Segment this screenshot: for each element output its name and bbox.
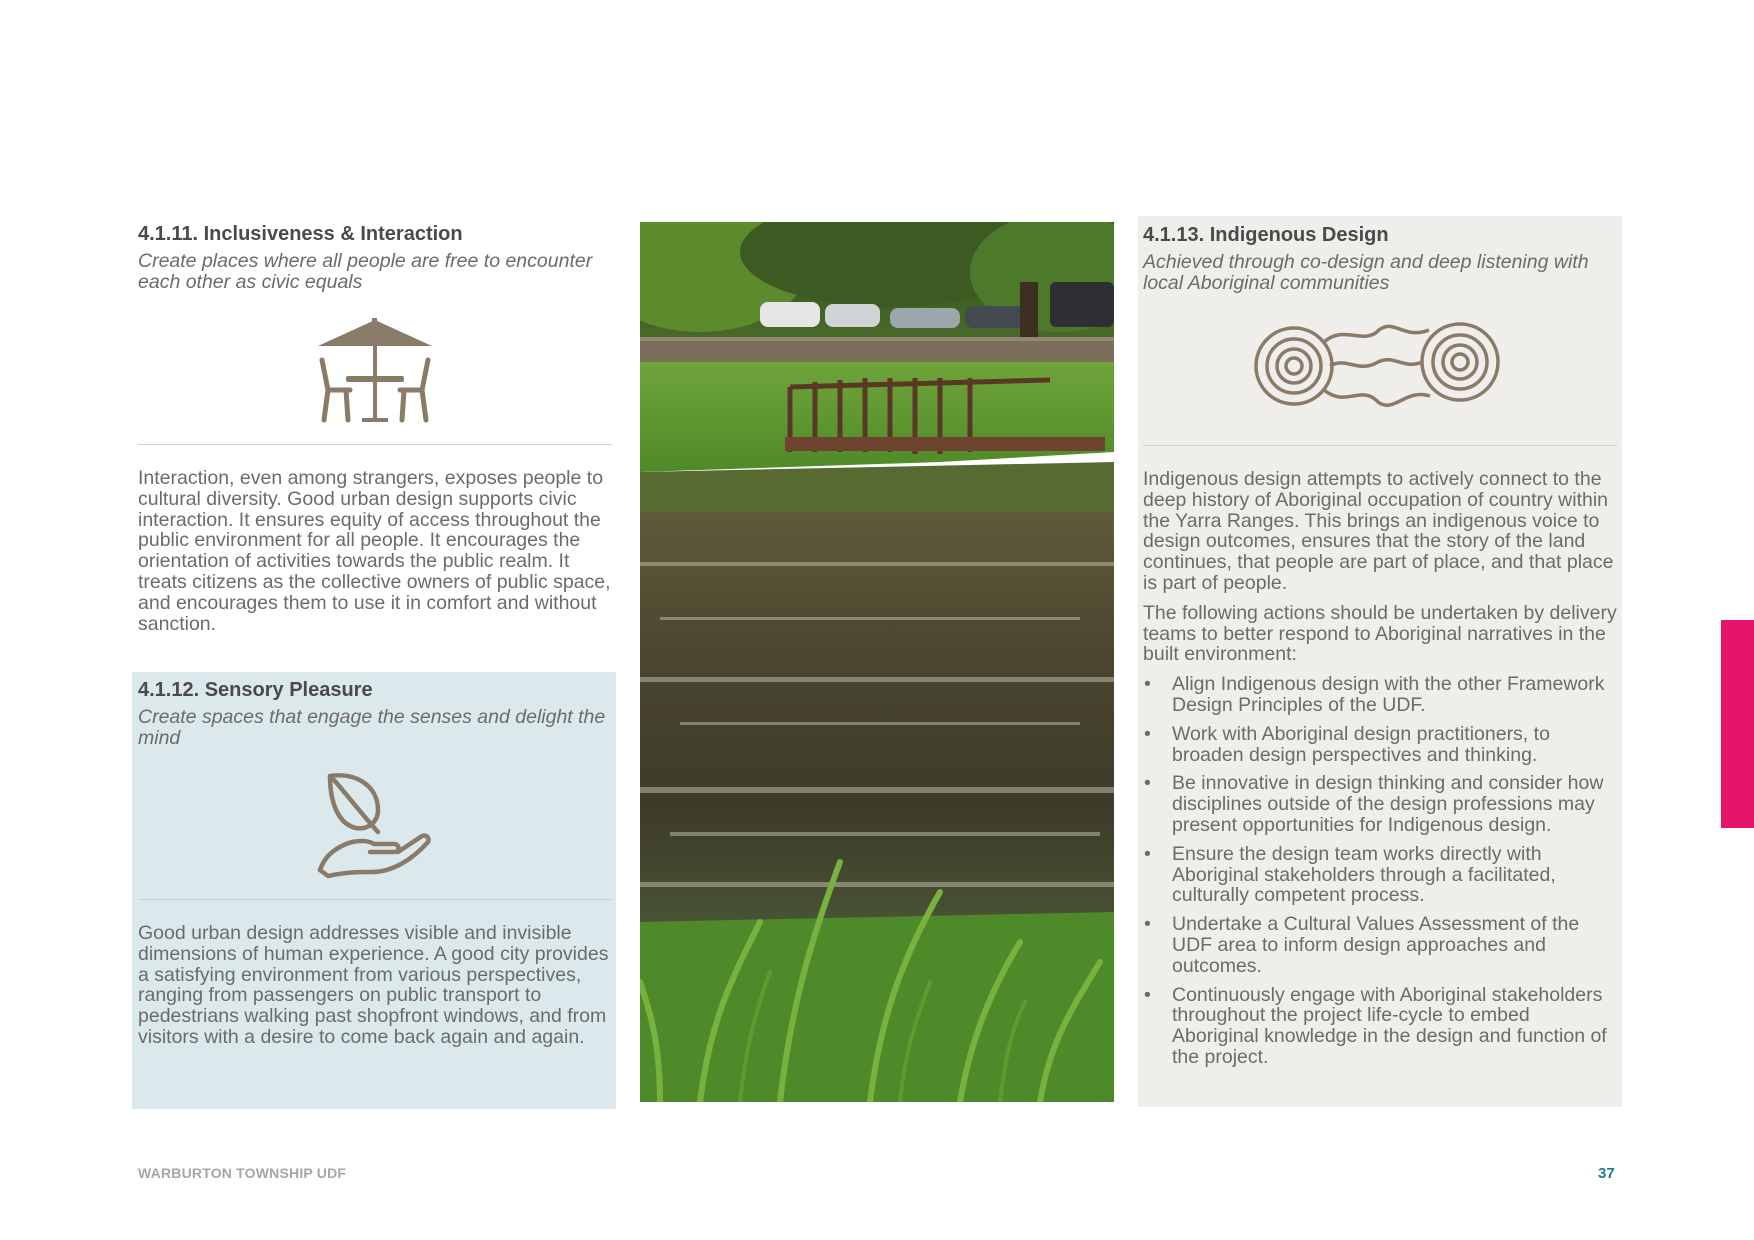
section-title: 4.1.13. Indigenous Design	[1143, 224, 1389, 246]
document-name: WARBURTON TOWNSHIP UDF	[138, 1165, 347, 1181]
section-indigenous-design	[1143, 223, 1617, 293]
section-body: Indigenous design attempts to actively connect to the deep history of Aboriginal occupation of country within the Yarra Ranges. This brings an indigenous voice to design outcomes, ensures that the story of the land continues, that people are part of place, and that place is part of people.	[1143, 468, 1614, 594]
list-item: • Align Indigenous design with the other Framework Design Principles of the UDF.	[1143, 674, 1617, 716]
section-subtitle: Achieved through co-design and deep listening with local Aboriginal communities	[1143, 251, 1589, 294]
section-subtitle: Create places where all people are free to encounter each other as civic equals	[138, 250, 593, 293]
hand-holding-leaf-icon	[316, 772, 436, 887]
section-title: 4.1.12. Sensory Pleasure	[138, 679, 373, 701]
list-item: • Undertake a Cultural Values Assessment of the UDF area to inform design approaches and outcomes.	[1143, 914, 1617, 976]
section-body-group	[1143, 469, 1617, 1076]
aboriginal-concentric-circles-icon	[1254, 316, 1504, 421]
page-number: 37	[1598, 1165, 1615, 1182]
river-with-footbridge-photo	[640, 222, 1114, 1102]
list-item: • Continuously engage with Aboriginal stakeholders throughout the project life-cycle to embed Aboriginal knowledge in the design and function of the project.	[1143, 985, 1617, 1068]
section-body: Interaction, even among strangers, exposes people to cultural diversity. Good urban design supports civic interaction. It ensures equity of access throughout the public environment for all people. It encourages the orientation of activities towards the public realm. It treats citizens as the collective owners of public space, and encourages them to use it in comfort and without sanction.	[138, 467, 611, 635]
section-title: 4.1.11. Inclusiveness & Interaction	[138, 223, 463, 245]
chapter-tab-marker	[1721, 620, 1754, 828]
list-item: • Ensure the design team works directly with Aboriginal stakeholders through a facilitated, culturally competent process.	[1143, 844, 1617, 906]
section-divider	[138, 444, 612, 445]
section-divider	[138, 899, 612, 900]
actions-list	[1143, 674, 1617, 1068]
section-inclusiveness	[138, 222, 614, 292]
section-divider	[1143, 445, 1617, 446]
cafe-table-umbrella-icon	[310, 316, 440, 431]
section-subtitle: Create spaces that engage the senses and delight the mind	[138, 706, 606, 749]
section-body: Good urban design addresses visible and invisible dimensions of human experience. A good city provides a satisfying environment from various perspectives, ranging from passengers on public transport to pedestrians walking past shopfront windows, and from visitors with a desire to come back again and again.	[138, 922, 609, 1048]
list-item: • Work with Aboriginal design practitioners, to broaden design perspectives and thinking.	[1143, 724, 1617, 766]
section-body-intro: The following actions should be undertaken by delivery teams to better respond to Aboriginal narratives in the built environment:	[1143, 601, 1617, 666]
list-item: • Be innovative in design thinking and consider how disciplines outside of the design professions may present opportunities for Indigenous design.	[1143, 773, 1617, 835]
section-sensory-pleasure	[138, 678, 612, 748]
